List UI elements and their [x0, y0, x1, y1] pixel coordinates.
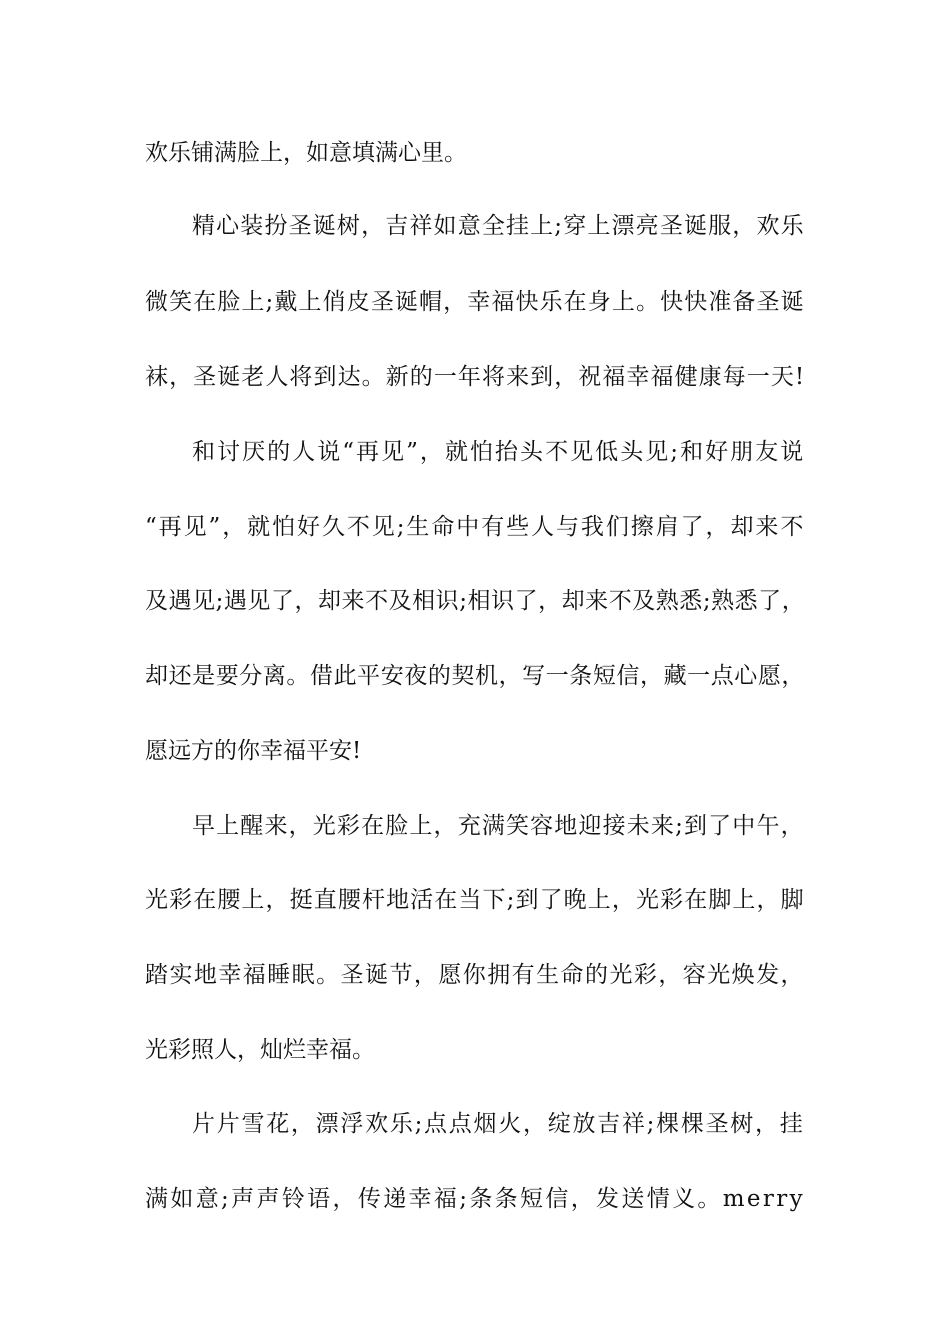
text-line-p3-1: 和讨厌的人说“再见”，就怕抬头不见低头见;和好朋友说 [192, 439, 806, 465]
text-line-p2-1: 精心装扮圣诞树，吉祥如意全挂上;穿上漂亮圣诞服，欢乐 [192, 213, 805, 239]
text-line-p5-2: 满如意;声声铃语，传递幸福;条条短信，发送情义。merry [145, 1186, 805, 1212]
text-line-p3-2: “再见”，就怕好久不见;生命中有些人与我们擦肩了，却来不 [145, 514, 806, 540]
text-line-p4-4: 光彩照人，灿烂幸福。 [145, 1037, 375, 1063]
text-line-p2-2: 微笑在脸上;戴上俏皮圣诞帽，幸福快乐在身上。快快准备圣诞 [145, 289, 805, 315]
text-line-p4-1: 早上醒来，光彩在脸上，充满笑容地迎接未来;到了中午， [192, 813, 805, 839]
text-line-p1-1: 欢乐铺满脸上，如意填满心里。 [145, 140, 467, 166]
text-line-p3-4: 却还是要分离。借此平安夜的契机，写一条短信，藏一点心愿， [145, 663, 805, 689]
text-line-p2-3: 袜，圣诞老人将到达。新的一年将来到，祝福幸福健康每一天! [145, 364, 806, 390]
text-line-p3-5: 愿远方的你幸福平安! [145, 738, 362, 764]
text-line-p5-1: 片片雪花，漂浮欢乐;点点烟火，绽放吉祥;棵棵圣树，挂 [192, 1111, 805, 1137]
text-line-p3-3: 及遇见;遇见了，却来不及相识;相识了，却来不及熟悉;熟悉了， [145, 588, 806, 614]
text-line-p4-3: 踏实地幸福睡眠。圣诞节，愿你拥有生命的光彩，容光焕发， [145, 962, 805, 988]
text-line-p4-2: 光彩在腰上，挺直腰杆地活在当下;到了晚上，光彩在脚上，脚 [145, 887, 805, 913]
